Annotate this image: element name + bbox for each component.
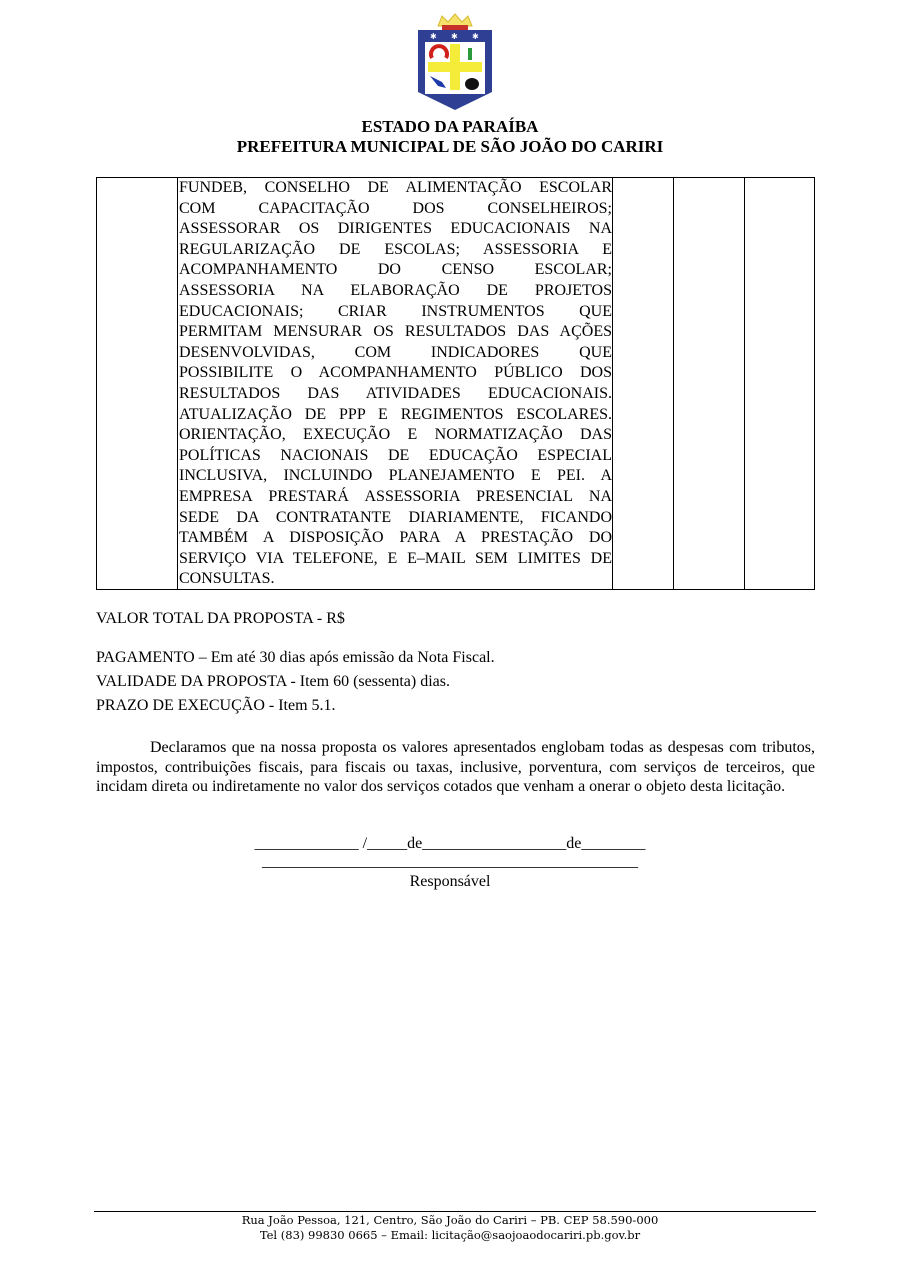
description-line: CONSULTAS. <box>179 570 275 588</box>
column-divider <box>177 178 178 589</box>
description-line: ASSESSORAR OS DIRIGENTES EDUCACIONAIS NA <box>179 220 612 238</box>
execution-deadline: PRAZO DE EXECUÇÃO - Item 5.1. <box>96 697 336 714</box>
description-line: FUNDEB, CONSELHO DE ALIMENTAÇÃO ESCOLAR <box>179 179 612 196</box>
footer-contact: Tel (83) 99830 0665 – Email: licitação@saojoaodocariri.pb.gov.br <box>259 1228 641 1242</box>
proposal-table <box>96 177 815 590</box>
municipal-coat-of-arms-logo <box>416 12 494 112</box>
description-line: ATUALIZAÇÃO DE PPP E REGIMENTOS ESCOLARES. <box>179 405 612 423</box>
description-line: EDUCACIONAIS; CRIAR INSTRUMENTOS QUE <box>179 302 612 320</box>
description-line: EMPRESA PRESTARÁ ASSESSORIA PRESENCIAL NA <box>179 487 612 505</box>
footer-divider <box>94 1211 816 1212</box>
column-divider <box>612 178 613 589</box>
svg-text:✱: ✱ <box>472 32 479 41</box>
declaration-paragraph: Declaramos que na nossa proposta os valores apresentados englobam todas as despesas com tributos, impostos, contribuições fiscais, para fiscais ou taxas, inclusive, porventura, com serviços de terceiros, que incidam direta ou indiretamente no valor dos serviços cotados que venham a onerar o objeto desta licitação. <box>96 739 815 795</box>
municipality-title: PREFEITURA MUNICIPAL DE SÃO JOÃO DO CARIRI <box>236 137 664 156</box>
description-line: PERMITAM MENSURAR OS RESULTADOS DAS AÇÕES <box>179 323 612 341</box>
state-title: ESTADO DA PARAÍBA <box>361 117 539 136</box>
description-line: REGULARIZAÇÃO DE ESCOLAS; ASSESSORIA E <box>179 240 612 258</box>
description-line: INCLUSIVA, INCLUINDO PLANEJAMENTO E PEI. A <box>179 467 612 485</box>
service-description-cell <box>179 178 612 590</box>
signature-label: Responsável <box>409 873 491 890</box>
description-line: POLÍTICAS NACIONAIS DE EDUCAÇÃO ESPECIAL <box>179 446 612 464</box>
description-line: DESENVOLVIDAS, COM INDICADORES QUE <box>179 343 612 361</box>
proposal-validity: VALIDADE DA PROPOSTA - Item 60 (sessenta) dias. <box>96 673 450 690</box>
svg-text:✱: ✱ <box>430 32 437 41</box>
column-divider <box>744 178 745 589</box>
svg-text:✱: ✱ <box>451 32 458 41</box>
description-line: TAMBÉM A DISPOSIÇÃO PARA A PRESTAÇÃO DO <box>179 529 612 547</box>
total-value: VALOR TOTAL DA PROPOSTA - R$ <box>96 610 345 627</box>
description-line: COM CAPACITAÇÃO DOS CONSELHEIROS; <box>179 199 612 217</box>
date-line: _____________ /_____de__________________de________ <box>254 835 646 852</box>
description-line: ACOMPANHAMENTO DO CENSO ESCOLAR; <box>179 261 612 279</box>
description-line: ORIENTAÇÃO, EXECUÇÃO E NORMATIZAÇÃO DAS <box>179 426 612 444</box>
description-line: SEDE DA CONTRATANTE DIARIAMENTE, FICANDO <box>179 508 612 526</box>
description-line: ASSESSORIA NA ELABORAÇÃO DE PROJETOS <box>179 281 612 299</box>
description-line: POSSIBILITE O ACOMPANHAMENTO PÚBLICO DOS <box>179 364 612 382</box>
description-line: RESULTADOS DAS ATIVIDADES EDUCACIONAIS. <box>179 384 612 402</box>
column-divider <box>673 178 674 589</box>
footer-address: Rua João Pessoa, 121, Centro, São João do Cariri – PB. CEP 58.590-000 <box>241 1213 659 1227</box>
description-line: SERVIÇO VIA TELEFONE, E E–MAIL SEM LIMITES DE <box>179 549 612 567</box>
signature-line: _______________________________________________ <box>262 853 638 870</box>
payment-terms: PAGAMENTO – Em até 30 dias após emissão da Nota Fiscal. <box>96 649 495 666</box>
